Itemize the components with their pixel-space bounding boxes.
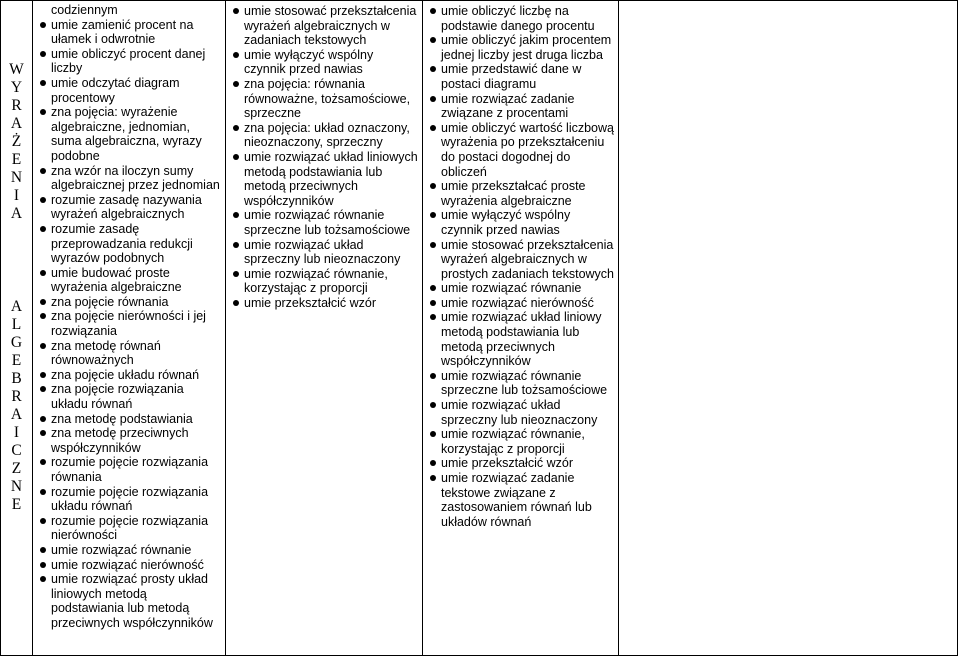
side-letter: R [11,388,22,405]
section-label-vertical [1,61,32,514]
side-letter: N [10,169,23,186]
side-letter: L [11,316,22,333]
requirement-item: umie obliczyć liczbę na podstawie danego procentu [423,4,618,33]
requirements-column-2 [226,1,423,656]
requirement-item: umie przedstawić dane w postaci diagramu [423,62,618,91]
requirement-item: zna pojęcia: równania równoważne, tożsamościowe, sprzeczne [226,77,422,121]
requirement-item: umie budować proste wyrażenia algebraiczne [33,266,225,295]
requirement-item: umie rozwiązać prosty układ liniowych metodą podstawiania lub metodą przeciwnych współczynników [33,572,225,630]
requirement-item: umie wyłączyć wspólny czynnik przed nawias [226,48,422,77]
requirement-item: umie rozwiązać zadanie związane z procentami [423,92,618,121]
requirement-item: zna pojęcie równania [33,295,225,310]
requirements-column-3 [423,1,619,656]
side-letter: W [9,61,24,78]
requirement-item: umie stosować przekształcenia wyrażeń algebraicznych w zadaniach tekstowych [226,4,422,48]
requirement-item: umie obliczyć jakim procentem jednej liczby jest druga liczba [423,33,618,62]
side-letter: C [11,442,22,459]
requirement-item: umie przekształcać proste wyrażenia algebraiczne [423,179,618,208]
side-letter: A [10,205,23,222]
requirement-item: umie zamienić procent na ułamek i odwrotnie [33,18,225,47]
requirement-item: zna wzór na iloczyn sumy algebraicznej przez jednomian [33,164,225,193]
requirement-item: rozumie zasadę nazywania wyrażeń algebraicznych [33,193,225,222]
side-letter: A [10,115,23,132]
side-letter: R [11,97,22,114]
requirement-item: umie rozwiązać nierówność [423,296,618,311]
side-letter: N [10,478,23,495]
side-letter: Z [11,460,22,477]
requirement-item: umie rozwiązać układ sprzeczny lub nieoznaczony [423,398,618,427]
requirements-column-4-empty [619,1,958,656]
requirement-item: zna metodę przeciwnych współczynników [33,426,225,455]
side-letter: E [11,352,22,369]
requirements-list-1 [33,3,225,631]
side-letter: A [10,298,23,315]
requirement-item: umie obliczyć wartość liczbową wyrażenia po przekształceniu do postaci dogodnej do obliczeń [423,121,618,179]
requirement-item: umie rozwiązać równanie sprzeczne lub tożsamościowe [226,208,422,237]
requirement-item: umie rozwiązać układ sprzeczny lub nieoznaczony [226,238,422,267]
requirement-item: umie rozwiązać równanie, korzystając z proporcji [423,427,618,456]
requirement-item: rozumie pojęcie rozwiązania układu równań [33,485,225,514]
side-letter: E [11,151,22,168]
side-label-gap [1,223,32,298]
requirement-item: umie przekształcić wzór [226,296,422,311]
requirements-column-1 [33,1,226,656]
requirement-item: zna metodę podstawiania [33,412,225,427]
side-letter: A [10,406,23,423]
requirement-item: zna metodę równań równoważnych [33,339,225,368]
requirement-item: rozumie zasadę przeprowadzania redukcji wyrazów podobnych [33,222,225,266]
requirement-item: umie rozwiązać równanie [423,281,618,296]
requirement-item: rozumie pojęcie rozwiązania nierówności [33,514,225,543]
side-letter: I [13,187,20,204]
requirement-item: umie rozwiązać równanie [33,543,225,558]
side-letter: I [13,424,20,441]
requirement-item: umie wyłączyć wspólny czynnik przed nawias [423,208,618,237]
requirements-list-2 [226,4,422,310]
side-letter: Y [10,79,23,96]
requirement-item: umie obliczyć procent danej liczby [33,47,225,76]
side-letter: Ż [11,133,22,150]
requirement-item: umie rozwiązać układ liniowy metodą podstawiania lub metodą przeciwnych współczynników [423,310,618,368]
requirement-item: zna pojęcie nierówności i jej rozwiązania [33,309,225,338]
side-letter: E [11,496,22,513]
requirement-item: zna pojęcie rozwiązania układu równań [33,382,225,411]
side-letter: B [11,370,22,387]
requirement-item: umie rozwiązać układ liniowych metodą podstawiania lub metodą przeciwnych współczynników [226,150,422,208]
requirement-item: umie rozwiązać równanie sprzeczne lub tożsamościowe [423,369,618,398]
requirement-item: umie rozwiązać równanie, korzystając z proporcji [226,267,422,296]
side-letter: G [10,334,23,351]
requirement-item: zna pojęcia: układ oznaczony, nieoznaczony, sprzeczny [226,121,422,150]
section-label-cell [1,1,33,656]
requirement-item: umie odczytać diagram procentowy [33,76,225,105]
requirement-item: umie przekształcić wzór [423,456,618,471]
requirement-item: zna pojęcia: wyrażenie algebraiczne, jednomian, suma algebraiczna, wyrazy podobne [33,105,225,163]
requirement-item: umie stosować przekształcenia wyrażeń algebraicznych w prostych zadaniach tekstowych [423,238,618,282]
requirement-item: umie rozwiązać nierówność [33,558,225,573]
requirement-item: umie rozwiązać zadanie tekstowe związane z zastosowaniem równań lub układów równań [423,471,618,529]
requirements-list-3 [423,4,618,529]
requirement-item: rozumie pojęcie rozwiązania równania [33,455,225,484]
requirement-item: zna pojęcie układu równań [33,368,225,383]
requirement-item: codziennym [51,3,118,17]
